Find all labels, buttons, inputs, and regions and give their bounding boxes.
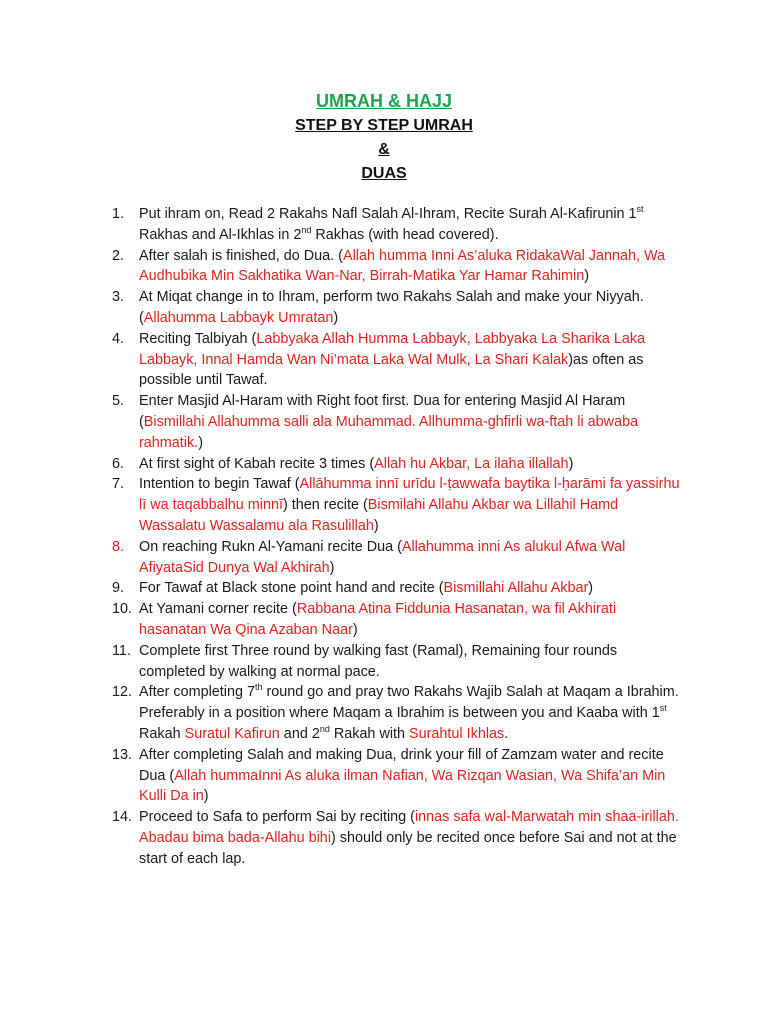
step-item — [112, 391, 682, 453]
step-number: 6. — [112, 455, 125, 472]
step-item — [112, 682, 682, 744]
instruction-text: ) — [329, 559, 335, 576]
dua-text: Allah hu Akbar, La ilaha illallah — [374, 455, 569, 472]
instruction-text: After salah is finished, do Dua. ( — [139, 247, 343, 264]
step-item — [112, 599, 682, 641]
step-text — [139, 246, 682, 288]
instruction-text: . — [504, 725, 509, 742]
step-number: 12. — [112, 684, 133, 701]
instruction-text: At Yamani corner recite ( — [139, 601, 297, 618]
step-number: 13. — [112, 746, 133, 763]
dua-text: Surahtul Ikhlas — [409, 725, 505, 742]
dua-text: Allah hummaInni As aluka ilman Nafian, Wa Rizqan Wasian, Wa Shifa’an Min Kulli Da in — [139, 767, 666, 805]
instruction-text: At Miqat change in to Ihram, perform two Rakahs Salah and make your Niyyah. ( — [139, 289, 644, 326]
step-number: 1. — [112, 206, 125, 222]
instruction-text: Reciting Talbiyah ( — [139, 330, 257, 347]
instruction-text: ) — [584, 268, 590, 285]
instruction-text: )as often as possible until Tawaf. — [139, 351, 644, 389]
dua-text: Bismillahi Allahu Akbar — [443, 580, 589, 597]
instruction-text: After completing Salah and making Dua, drink your fill of Zamzam water and recite Dua ( — [139, 746, 664, 784]
instruction-text: Rakhas (with head covered). — [311, 226, 499, 243]
instruction-text: Rakah — [139, 725, 185, 742]
instruction-text: ) then recite ( — [283, 497, 368, 514]
dua-text: Bismillahi Allahumma salli ala Muhammad. Allhumma-ghfirli wa-ftah li abwaba rahmatik. — [139, 413, 639, 451]
step-text — [139, 745, 682, 807]
ordinal-suffix: nd — [319, 724, 330, 735]
instruction-text: After completing 7 — [139, 684, 255, 701]
ordinal-suffix: nd — [301, 225, 312, 235]
step-item — [112, 745, 682, 807]
instruction-text: ) should only be recited once before Sai and not at the start of each lap. — [139, 829, 677, 867]
step-item — [112, 641, 682, 683]
step-item — [112, 329, 682, 391]
step-number: 9. — [112, 580, 125, 597]
instruction-text: ) — [333, 309, 339, 326]
step-text — [139, 474, 682, 536]
step-text — [139, 807, 682, 869]
dua-text: Labbyaka Allah Humma Labbayk, Labbyaka La Sharika Laka Labbayk, Innal Hamda Wan Ni’mata Laka Wal Mulk, La Shari Kalak — [139, 330, 646, 368]
step-item — [112, 537, 682, 579]
instruction-text: ) — [198, 434, 203, 451]
step-text — [139, 682, 682, 744]
instruction-text: and 2 — [279, 725, 320, 742]
title-block — [0, 88, 768, 186]
step-text — [139, 454, 682, 475]
instruction-text: ) — [203, 788, 209, 805]
step-number: 14. — [112, 809, 133, 826]
ordinal-suffix: th — [254, 682, 263, 693]
instruction-text: Put ihram on, Read 2 Rakahs Nafl Salah Al-Ihram, Recite Surah Al-Kafirunin 1 — [139, 206, 637, 222]
step-text — [139, 287, 682, 329]
step-number: 3. — [112, 289, 125, 306]
instruction-text: Rakah with — [329, 725, 410, 742]
step-text — [139, 537, 682, 579]
instruction-text: Enter Masjid Al-Haram with Right foot first. Dua for entering Masjid Al Haram ( — [139, 393, 626, 430]
step-text — [139, 599, 682, 641]
step-text — [139, 641, 682, 683]
step-number: 5. — [112, 393, 125, 410]
ordinal-suffix: st — [636, 204, 644, 215]
step-number: 11. — [112, 642, 131, 659]
instruction-text: round go and pray two Rakahs Wajib Salah at Maqam a Ibrahim. Preferably in a position where Maqam a Ibrahim is between you and Kaaba with 1 — [139, 684, 679, 722]
instruction-text: ) — [588, 580, 594, 597]
dua-text: Allahumma Labbayk Umratan — [143, 309, 334, 326]
step-number: 7. — [112, 476, 125, 493]
dua-text: Suratul Kafirun — [184, 725, 280, 742]
document-title: UMRAH & HAJJ — [315, 91, 452, 111]
instruction-text: Rakhas and Al-Ikhlas in 2 — [139, 226, 302, 243]
dua-text: Allahumma inni As alukul Afwa Wal AfiyataSid Dunya Wal Akhirah — [139, 538, 626, 576]
dua-text: Allāhumma innī urīdu l-ṭawwafa baytika l-ḥarāmi fa yassirhu lī wa taqabbalhu minnī — [139, 476, 680, 514]
step-item — [112, 807, 682, 869]
step-text — [139, 391, 682, 453]
step-item — [112, 454, 682, 475]
document-subtitle-line3: DUAS — [361, 165, 407, 182]
instruction-text: On reaching Rukn Al-Yamani recite Dua ( — [139, 538, 402, 555]
instruction-text: At first sight of Kabah recite 3 times ( — [139, 455, 375, 472]
instruction-text: ) — [352, 621, 358, 638]
instruction-text: For Tawaf at Black stone point hand and recite ( — [139, 580, 444, 597]
instruction-text: Intention to begin Tawaf ( — [139, 476, 300, 493]
step-number: 2. — [112, 247, 125, 264]
step-item — [112, 287, 682, 329]
step-item — [112, 246, 682, 288]
step-item — [112, 474, 682, 536]
step-number: 10. — [112, 601, 133, 618]
step-item — [112, 204, 682, 246]
ordinal-suffix: st — [659, 703, 667, 714]
step-text — [139, 578, 682, 599]
document-subtitle-line2: & — [378, 141, 390, 158]
steps-list — [112, 204, 682, 870]
dua-text: Allah humma Inni As’aluka RidakaWal Jannah, Wa Audhubika Min Sakhatika Wan-Nar, Birrah-Matika Yar Hamar Rahimin — [139, 247, 666, 285]
instruction-text: Proceed to Safa to perform Sai by reciting ( — [139, 809, 415, 826]
dua-text: Bismilahi Allahu Akbar wa Lillahil Hamd Wassalatu Wassalamu ala Rasulillah — [139, 497, 619, 534]
step-number: 8. — [112, 538, 125, 555]
step-item — [112, 578, 682, 599]
dua-text: innas safa wal-Marwatah min shaa-irillah. Abadau bima bada-Allahu bihi — [139, 809, 679, 846]
document-subtitle-line1: STEP BY STEP UMRAH — [295, 117, 473, 134]
instruction-text: Complete first Three round by walking fast (Ramal), Remaining four rounds completed by walking at normal pace. — [139, 642, 618, 680]
instruction-text: ) — [568, 455, 574, 472]
step-text — [139, 204, 682, 246]
instruction-text: ) — [373, 517, 379, 534]
step-number: 4. — [112, 330, 125, 347]
dua-text: Rabbana Atina Fiddunia Hasanatan, wa fil Akhirati hasanatan Wa Qina Azaban Naar — [139, 601, 617, 638]
step-text — [139, 329, 682, 391]
